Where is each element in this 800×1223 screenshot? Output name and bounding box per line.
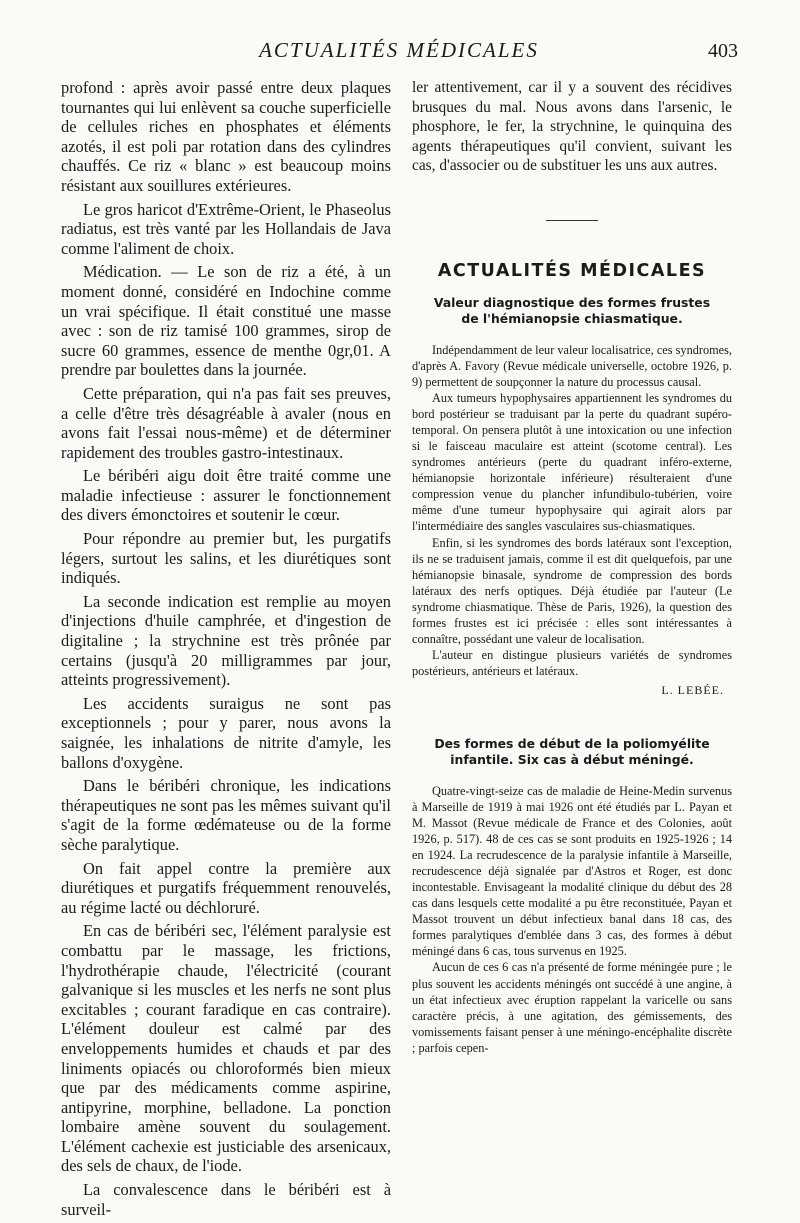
running-title: ACTUALITÉS MÉDICALES	[259, 38, 539, 62]
article-paragraph: L'auteur en distingue plusieurs variétés de syndromes postérieurs, antérieurs et latéraux.	[412, 647, 732, 678]
section-divider	[546, 220, 598, 221]
article-title	[412, 295, 732, 328]
paragraph: La seconde indication est remplie au moyen d'injections d'huile camphrée, et d'ingestion de digitaline ; la strychnine est très prônée par certains (jusqu'à 20 milligrammes par jour, atteints progressivement).	[61, 591, 391, 690]
paragraph: On fait appel contre la première aux diurétiques et purgatifs fréquemment renouvelés, au régime lacté ou déchloruré.	[61, 858, 391, 917]
paragraph: Les accidents suraigus ne sont pas exceptionnels ; pour y parer, nous avons la saignée, les inhalations de nitrite d'amyle, les ballons d'oxygène.	[61, 693, 391, 772]
paragraph: Médication. — Le son de riz a été, à un moment donné, considéré en Indochine comme un vrai spécifique. Il était constitué une masse avec : son de riz tamisé 100 grammes, sirop de sucre 60 grammes, essence de menthe 0gr,01. A prendre par boulettes dans la journée.	[61, 262, 391, 380]
article-title-line: Des formes de début de la poliomyélite	[434, 735, 710, 751]
page-number: 403	[708, 40, 738, 62]
paragraph: La convalescence dans le béribéri est à surveil-	[61, 1180, 391, 1219]
paragraph: Cette préparation, qui n'a pas fait ses preuves, a celle d'être très désagréable à avaler (nous en avons fait l'essai nous-même) et de déterminer rapidement des troubles gastro-intestinaux.	[61, 383, 391, 462]
article-title-line: Valeur diagnostique des formes frustes	[433, 294, 711, 310]
article-paragraph: Aux tumeurs hypophysaires appartiennent les syndromes du bord postérieur se traduisant par la perte du quadrant supéro-temporal. On pensera plutôt à une intoxication ou une infection si le faisceau maculaire est atteint (scotome central). Les syndromes antérieurs (perte du quadrant inféro-externe, hémianopsie horizontale inférieure) résulteraient d'une compression venue du plancher infundibulo-tubérien, voire même d'une tumeur hypophysaire qui agirait alors par l'intermédiaire des sangles vasculaires sus-chiasmatiques.	[412, 391, 732, 534]
article-paragraph: Aucun de ces 6 cas n'a présenté de forme méningée pure ; le plus souvent les accidents méningés ont succédé à une angine, à un état infectieux avec éruption rappelant la varicelle ou sans caractère précis, à une agitation, des gémissements, des vomissements faisant penser à une méningo-encéphalite discrète ; parfois cepen-	[412, 960, 732, 1055]
article-paragraph: Quatre-vingt-seize cas de maladie de Heine-Medin survenus à Marseille de 1919 à mai 1926 ont été étudiés par L. Payan et M. Massot (Revue médicale de France et des Colonies, août 1926, p. 517). 48 de ces cas se sont produits en 1925-1926 ; 14 en 1924. La recrudescence de la paralysie infantile à Marseille, recrudescence déjà signalée par d'Astros et Roger, est donc incontestable. Envisageant la modalité clinique du début des 28 cas dans lesquels cette modalité a pu être reconstituée, Payan et Massot trouvent un début infectieux banal dans 18 cas, des formes paralytiques d'emblée dans 3 cas, des formes à début méningé dans 6 cas, tous survenus en 1925.	[412, 783, 732, 959]
article-title-line: de l'hémianopsie chiasmatique.	[461, 311, 683, 327]
paragraph: profond : après avoir passé entre deux plaques tournantes qui lui enlèvent sa couche superficielle de cellules riches en phosphates et éléments azotés, il est poli par rotation dans des cylindres chauffés. Ce riz « blanc » est beaucoup moins résistant aux souillures extérieures.	[61, 78, 391, 195]
paragraph: Le béribéri aigu doit être traité comme une maladie infectieuse : assurer le fonctionnement des divers émonctoires et soutenir le cœur.	[61, 466, 391, 525]
continuation-paragraph: ler attentivement, car il y a souvent des récidives brusques du mal. Nous avons dans l'arsenic, le phosphore, le fer, la strychnine, le quinquina des agents thérapeutiques qu'il convient, suivant les cas, d'associer ou de substituer les uns aux autres.	[412, 79, 732, 175]
paragraph: En cas de béribéri sec, l'élément paralysie est combattu par le massage, les frictions, l'hydrothérapie chaude, l'électricité (courant galvanique si les muscles et les nerfs ne sont plus excitables ; courant faradique en cas contraire). L'élément douleur est calmé par des enveloppements humides et chauds et par des liniments opiacés ou chloroformés bien mieux que par des médicaments comme aspirine, antipyrine, morphine, belladone. La ponction lombaire amène souvent du soulagement. L'élément cachexie est justiciable des arsenicaux, des sels de chaux, de l'iode.	[61, 921, 391, 1176]
left-column	[61, 78, 391, 1223]
spacer	[412, 698, 732, 736]
article-paragraph: Indépendamment de leur valeur localisatrice, ces syndromes, d'après A. Favory (Revue médicale universelle, octobre 1926, p. 9) permettent de soupçonner la nature du processus causal.	[412, 342, 732, 390]
article-paragraph: Enfin, si les syndromes des bords latéraux sont l'exception, ils ne se traduisent jamais, comme il est dit quelquefois, par une hémianopsie binasale, syndrome de compression des bords latéraux des nerfs optiques. Déjà étudiée par l'auteur (Le syndrome chiasmatique. Thèse de Paris, 1926), la question des formes frustes est ici précisée : elles sont intéressantes à connaître, possédant une valeur de localisation.	[412, 535, 732, 646]
paragraph: Le gros haricot d'Extrême-Orient, le Phaseolus radiatus, est très vanté par les Hollandais de Java comme l'aliment de choix.	[61, 199, 391, 258]
article-title-line: infantile. Six cas à début méningé.	[450, 752, 694, 768]
page-header	[60, 38, 738, 68]
paragraph: Dans le béribéri chronique, les indications thérapeutiques ne sont pas les mêmes suivant qu'il s'agit de la forme œdémateuse ou de la forme sèche paralytique.	[61, 776, 391, 854]
article-title	[412, 736, 732, 769]
right-column	[412, 78, 732, 1056]
paragraph: Pour répondre au premier but, les purgatifs légers, surtout les salins, et les diurétiques sont indiqués.	[61, 529, 391, 588]
section-title: ACTUALITÉS MÉDICALES	[437, 260, 707, 281]
author-signature: L. LEBÉE.	[661, 682, 724, 697]
